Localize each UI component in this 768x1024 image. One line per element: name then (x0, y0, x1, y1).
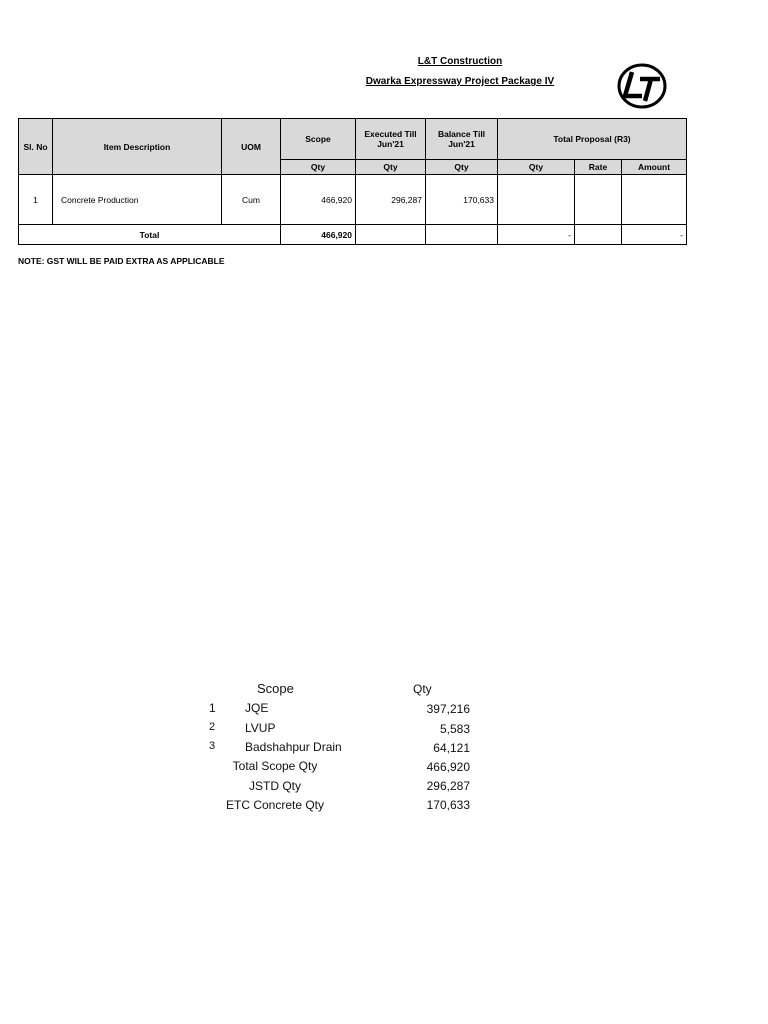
row-sl-no: 1 (19, 175, 53, 225)
row-uom: Cum (222, 175, 281, 225)
company-title: L&T Construction (417, 56, 503, 67)
total-proposal-amount: - (622, 225, 687, 245)
summary-total-label: JSTD Qty (248, 779, 301, 793)
col-scope: Scope (281, 119, 356, 160)
summary-item-name: LVUP (245, 721, 276, 735)
summary-item-qty: 64,121 (433, 741, 470, 755)
row-scope: 466,920 (281, 175, 356, 225)
subcol-scope-qty: Qty (281, 160, 356, 175)
summary-qty-heading: Qty (413, 682, 432, 696)
gst-note: NOTE: GST WILL BE PAID EXTRA AS APPLICABLE (18, 256, 225, 266)
summary-total-qty: 466,920 (426, 760, 470, 774)
total-row (19, 225, 687, 245)
summary-item-qty: 397,216 (426, 702, 470, 716)
bill-of-quantities-table (18, 118, 687, 245)
summary-item-no: 2 (209, 721, 216, 733)
project-title: Dwarka Expressway Project Package IV (365, 76, 555, 87)
lt-logo-icon (616, 62, 668, 110)
row-proposal-rate (575, 175, 622, 225)
summary-item-name: Badshahpur Drain (245, 740, 342, 754)
total-proposal-qty: - (498, 225, 575, 245)
summary-total-label: ETC Concrete Qty (225, 798, 325, 812)
col-total-proposal: Total Proposal (R3) (498, 119, 687, 160)
summary-item-no: 1 (209, 701, 216, 715)
subcol-executed-qty: Qty (356, 160, 426, 175)
subcol-balance-qty: Qty (426, 160, 498, 175)
total-balance (426, 225, 498, 245)
total-scope: 466,920 (281, 225, 356, 245)
subcol-proposal-qty: Qty (498, 160, 575, 175)
total-executed (356, 225, 426, 245)
row-executed: 296,287 (356, 175, 426, 225)
total-label: Total (19, 225, 281, 245)
summary-item-name: JQE (245, 701, 269, 715)
subcol-proposal-rate: Rate (575, 160, 622, 175)
col-sl-no: Sl. No (19, 119, 53, 175)
summary-item-no: 3 (209, 740, 216, 752)
row-proposal-qty (498, 175, 575, 225)
row-item: Concrete Production (53, 175, 222, 225)
summary-item-qty: 5,583 (439, 722, 470, 736)
col-executed: Executed Till Jun'21 (356, 119, 426, 160)
summary-total-label: Total Scope Qty (232, 759, 318, 773)
summary-scope-heading: Scope (257, 681, 294, 696)
col-balance: Balance Till Jun'21 (426, 119, 498, 160)
col-item-description: Item Description (53, 119, 222, 175)
total-proposal-rate (575, 225, 622, 245)
summary-total-qty: 296,287 (426, 779, 470, 793)
row-proposal-amount (622, 175, 687, 225)
subcol-proposal-amount: Amount (622, 160, 687, 175)
summary-total-qty: 170,633 (426, 798, 470, 812)
table-row (19, 175, 687, 225)
col-uom: UOM (222, 119, 281, 175)
row-balance: 170,633 (426, 175, 498, 225)
